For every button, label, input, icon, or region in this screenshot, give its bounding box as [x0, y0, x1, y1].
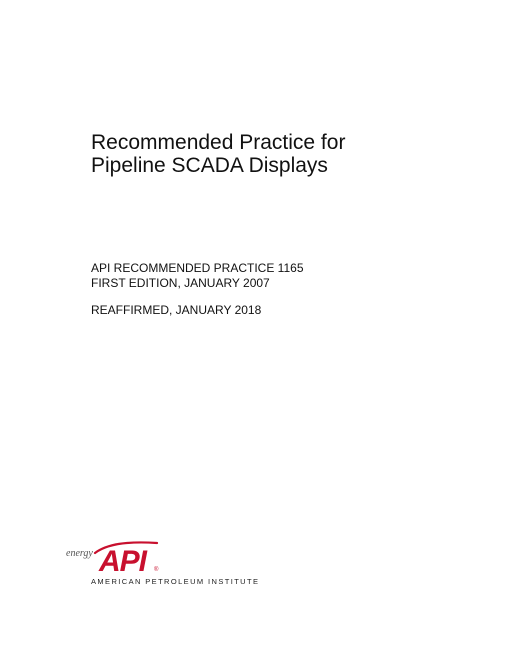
organization-name: AMERICAN PETROLEUM INSTITUTE: [91, 577, 260, 586]
logo-mark-text: API: [99, 545, 147, 574]
registered-mark: ®: [154, 567, 159, 573]
document-title: [91, 131, 471, 177]
logo-tagline: energy: [66, 548, 93, 559]
designation-line: API RECOMMENDED PRACTICE 1165: [91, 261, 304, 275]
edition-line: FIRST EDITION, JANUARY 2007: [91, 276, 270, 290]
api-logo-mark-icon: [93, 540, 163, 574]
api-logo: [66, 540, 260, 590]
reaffirmed-line: REAFFIRMED, JANUARY 2018: [91, 303, 262, 317]
document-designation: [91, 261, 471, 291]
title-line-2: Pipeline SCADA Displays: [91, 154, 328, 177]
title-line-1: Recommended Practice for: [91, 131, 346, 154]
